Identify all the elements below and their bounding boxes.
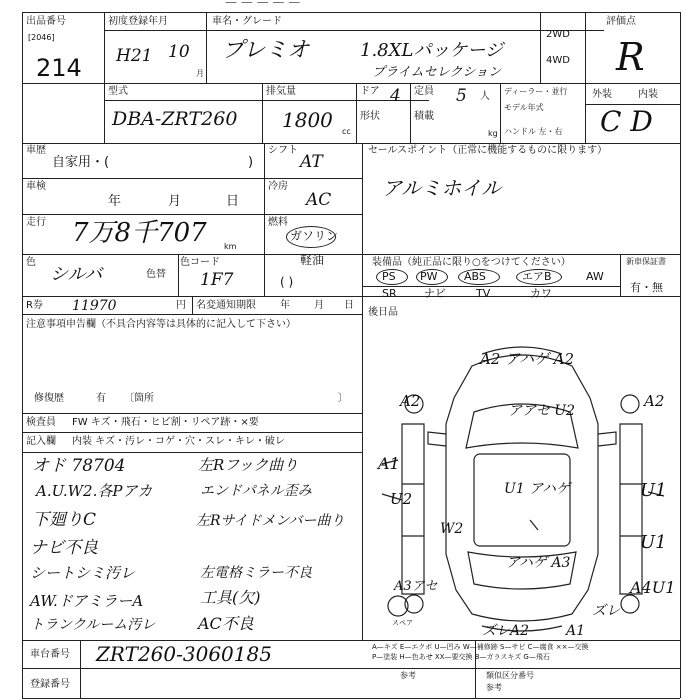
inspector-line-right: エンドパネル歪み [200, 483, 312, 499]
legend: A—キズ E—エクボ U—凹み W—補修跡 S—サビ C—腐食 ××—交換 [372, 643, 589, 651]
diagram-mark: A3アセ [394, 579, 438, 594]
rule [178, 254, 179, 296]
misc-label: 類似区分番号 [486, 671, 534, 680]
inspector-line: トランクルーム汚レ [30, 617, 156, 633]
diagram-mark: アアセ U2 [508, 403, 576, 419]
color-change: 色替 [146, 269, 166, 280]
inspector-line-right: 工具(欠) [200, 588, 261, 607]
inspector-line: AW.ドアミラーA [30, 592, 144, 610]
equip-sr: SR [382, 287, 397, 300]
equip-ps: PS [382, 270, 396, 283]
model-label: 型式 [108, 86, 128, 97]
chassis-number: ZRT260-3060185 [96, 642, 272, 666]
rule [22, 143, 680, 144]
diagram-mark: U1 [640, 480, 667, 501]
rule [104, 12, 105, 143]
inspection-label: 車検 [26, 181, 46, 192]
recycle-value: 11970 [72, 298, 117, 314]
use-close: ) [248, 155, 254, 170]
int-label: 内装 [638, 89, 658, 100]
rule [22, 432, 362, 433]
kg-unit: kg [488, 129, 498, 138]
rule [585, 12, 586, 143]
spare-label: スペア [392, 619, 413, 627]
displacement: 1800 [282, 108, 333, 132]
rule [540, 12, 541, 83]
diagram-mark: ズレA2 [482, 623, 530, 639]
seats-unit: 人 [480, 91, 490, 102]
diagram-mark: アハゲ A3 [506, 555, 571, 571]
rule [104, 30, 604, 31]
rule [500, 83, 501, 143]
shift: AT [300, 152, 323, 172]
car-name: プレミオ [222, 38, 310, 63]
inspector-line: ナビ不良 [30, 538, 98, 558]
equip-navi: ナビ [424, 287, 446, 300]
model-year-label: モデル年式 [504, 103, 544, 112]
dealer-label: ディーラー・並行 [504, 87, 568, 96]
back-seat: 後日品 [368, 307, 398, 318]
rule [104, 100, 429, 101]
repair-close: 〕 [338, 393, 348, 404]
inspector-line: シートシミ汚レ [30, 564, 136, 582]
rule [22, 178, 362, 179]
rule [262, 83, 263, 143]
cut-header: — — — — — [225, 0, 301, 9]
use: 自家用・( [52, 155, 110, 170]
seats: 5 [456, 86, 467, 106]
rule [410, 83, 411, 143]
inspector-line-right: AC不良 [198, 614, 254, 633]
fuel-1: ガソリン [290, 229, 339, 243]
rule [620, 254, 621, 296]
seats-label: 定員 [414, 86, 434, 97]
year-unit: 年 [108, 194, 122, 209]
shift-label: シフト [268, 145, 298, 156]
repair-label: 修復歴 [34, 393, 64, 404]
record-label: 記入欄 [26, 436, 56, 447]
drive-4wd: 4WD [546, 55, 570, 66]
use-label: 車歴 [26, 145, 46, 156]
rule [22, 296, 680, 297]
name-label: 車名・グレード [212, 16, 282, 27]
ref-label: 参考 [400, 671, 416, 680]
notes-label: 注意事項申告欄（不具合内容等は具体的に記入して下さい） [26, 319, 296, 330]
equip-airbag: エアB [522, 270, 552, 283]
diagram-mark: A2 [644, 392, 665, 410]
equip-aw: AW [586, 270, 604, 283]
equip-pw: PW [420, 270, 438, 283]
sales-point: アルミホイル [382, 176, 502, 200]
lot-sub: [2046] [28, 33, 55, 42]
diagram-mark: U1 [640, 532, 667, 553]
equip-tv: TV [476, 287, 491, 300]
check-items: FW キズ・飛石・ヒビ割・リペア跡・×要 [72, 417, 259, 428]
ac-label: 冷房 [268, 181, 288, 192]
equip-abs: ABS [464, 270, 486, 283]
rule [22, 413, 362, 414]
ac: AC [306, 190, 332, 210]
first-reg-year: H21 [116, 46, 153, 66]
handle-label: ハンドル 左・右 [504, 127, 563, 136]
month-unit: 月 [196, 69, 204, 78]
month-unit-2: 月 [168, 194, 182, 209]
ext-label: 外装 [592, 89, 612, 100]
notice-label: 名変通知期限 [196, 300, 256, 311]
rule [22, 12, 680, 13]
rule [22, 314, 362, 315]
day-unit: 日 [226, 194, 240, 209]
warranty-label: 新車保証書 [626, 257, 666, 266]
warranty: 有・無 [630, 281, 663, 294]
record-items: 内装 キズ・汚レ・コゲ・穴・スレ・キレ・破レ [72, 436, 285, 447]
diagram-mark: A2 [400, 392, 421, 410]
rule [192, 296, 193, 314]
inspector-line: A.U.W2.各Pアカ [36, 482, 153, 500]
inspector-line-right: 左Rサイドメンバー曲り [196, 513, 345, 529]
legend-2: P—塗装 H—色あせ XX—要交換 B—ガラスキズ G—飛石 [372, 653, 550, 661]
rule [264, 143, 265, 296]
diagram-mark: A2 アハゲ A2 [480, 350, 575, 368]
rule [22, 452, 362, 453]
doors-label: ドア [360, 86, 380, 97]
equip-leather: カワ [530, 287, 552, 300]
rule [22, 12, 23, 698]
inspector-line: オド 78704 [32, 456, 126, 476]
doors: 4 [390, 86, 401, 106]
color-code: 1F7 [200, 270, 234, 290]
rule [680, 12, 681, 698]
inspector-line-right: 左電格ミラー不良 [200, 565, 312, 581]
rule [22, 214, 362, 215]
reg-label: 登録番号 [30, 679, 70, 690]
diagram-mark: A4U1 [630, 578, 676, 597]
fuel-label: 燃料 [268, 217, 288, 228]
diagram-mark: A1 [378, 454, 400, 473]
sales-label: セールスポイント（正常に機能するものに限ります） [368, 145, 608, 156]
grade-1: 1.8XLパッケージ [360, 40, 504, 61]
rule [22, 83, 680, 84]
diagram-mark: A1 [566, 623, 586, 639]
color-code-label: 色コード [180, 257, 220, 268]
diagram-mark: U2 [390, 490, 413, 508]
inspector-line-right: 左Rフック曲り [198, 456, 299, 474]
color: シルバ [50, 264, 103, 285]
rule [22, 640, 680, 641]
km-unit: km [224, 242, 237, 251]
grade-2: プライムセレクション [372, 65, 502, 80]
load-label: 積載 [414, 111, 434, 122]
chassis-label: 車台番号 [30, 649, 70, 660]
disp-label: 排気量 [266, 86, 296, 97]
first-reg-month: 10 [168, 42, 190, 62]
ext-int-score: C D [600, 105, 653, 138]
rule [22, 698, 680, 699]
drive-2wd: 2WD [546, 29, 570, 40]
repair-value: 有 [96, 393, 106, 404]
equipment-label: 装備品（純正品に限り○をつけてください） [372, 257, 571, 268]
cc-unit: cc [342, 127, 351, 136]
mileage: 7万8千707 [72, 218, 207, 248]
shape-label: 形状 [360, 111, 380, 122]
notice-m: 月 [314, 300, 324, 311]
rule [80, 640, 81, 698]
score-label: 評価点 [606, 16, 636, 27]
diagram-mark: U1 アハゲ [504, 481, 571, 497]
rule [22, 254, 680, 255]
color-label: 色 [26, 257, 36, 268]
lot-label: 出品番号 [26, 16, 66, 27]
notice-y: 年 [280, 300, 290, 311]
recycle-label: R券 [26, 300, 43, 311]
repair-place: 〔箇所 [124, 393, 154, 404]
first-reg-label: 初度登録年月 [108, 16, 168, 27]
lot-number: 214 [36, 54, 82, 82]
rule [206, 12, 207, 83]
mileage-label: 走行 [26, 217, 46, 228]
fuel-paren: ( ) [280, 275, 294, 289]
fuel-2: 軽油 [300, 253, 325, 267]
model: DBA-ZRT260 [112, 108, 238, 130]
check-label: 検査員 [26, 417, 56, 428]
rule [362, 286, 620, 287]
rule [356, 83, 357, 143]
rule [22, 668, 680, 669]
diagram-mark: ズレ [592, 603, 620, 619]
score: R [616, 35, 645, 79]
inspector-line: 下廻りC [32, 510, 97, 530]
yen-unit: 円 [176, 300, 186, 311]
ref-label-2: 参考 [486, 683, 502, 692]
notice-d: 日 [344, 300, 354, 311]
diagram-mark: W2 [440, 521, 464, 537]
